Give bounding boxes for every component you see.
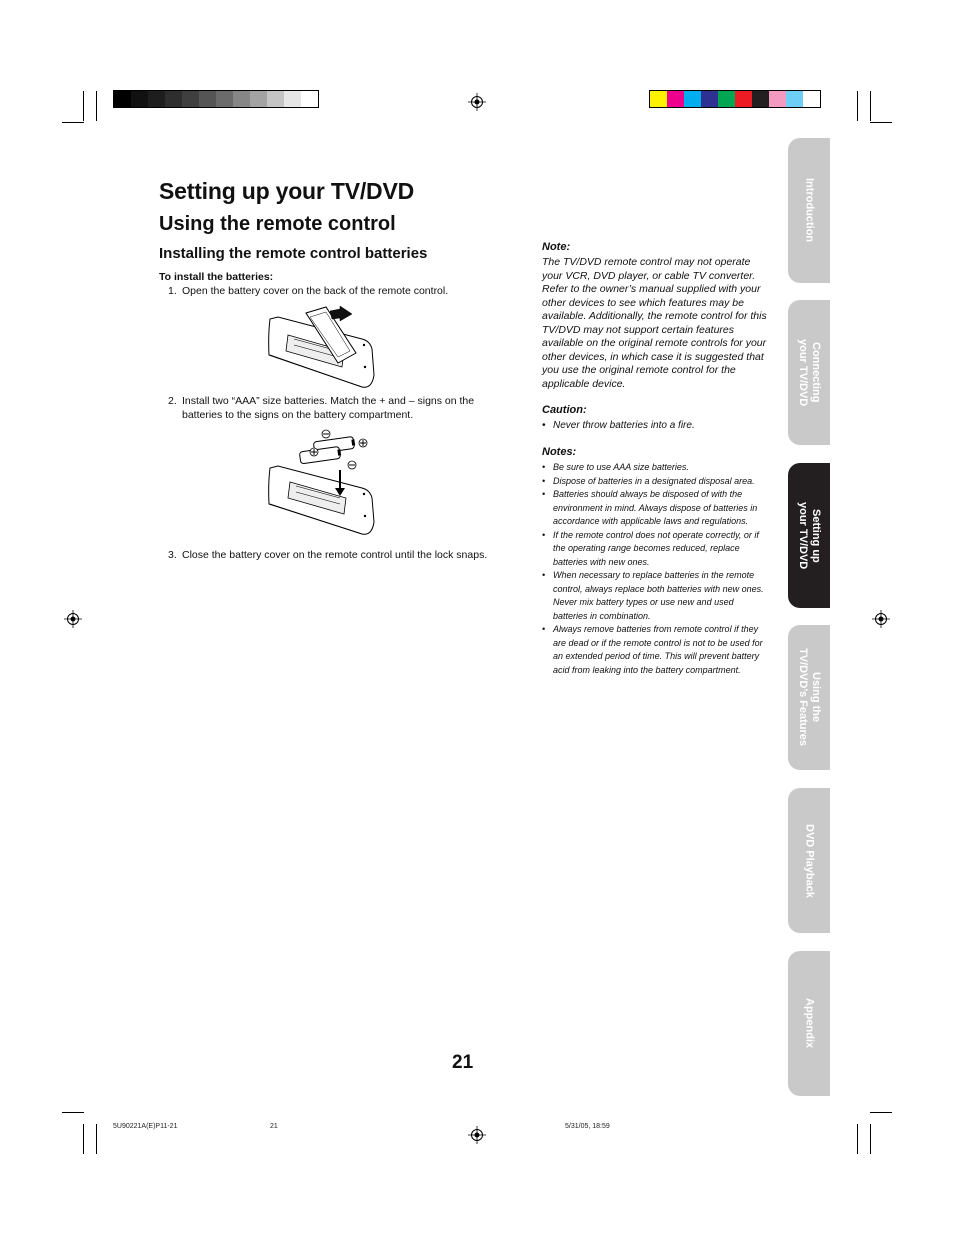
color-swatch xyxy=(701,91,718,107)
tab-label: Introduction xyxy=(803,178,816,243)
color-swatch xyxy=(131,91,148,107)
crop-mark xyxy=(870,1112,892,1113)
footer-timestamp: 5/31/05, 18:59 xyxy=(565,1123,610,1130)
color-swatch xyxy=(284,91,301,107)
tab-connecting[interactable] xyxy=(788,300,830,445)
registration-mark-icon xyxy=(872,610,890,628)
step-number: 2. xyxy=(168,395,177,407)
color-swatch xyxy=(718,91,735,107)
color-swatch xyxy=(199,91,216,107)
tab-setting-up[interactable] xyxy=(788,463,830,608)
color-swatch xyxy=(114,91,131,107)
registration-mark-icon xyxy=(64,610,82,628)
crop-mark xyxy=(62,1112,84,1113)
step-item xyxy=(168,549,513,563)
notes-item: • If the remote control does not operate correctly, or if the operating range becomes reduced, replace batteries with new ones. xyxy=(542,529,770,570)
color-swatch xyxy=(735,91,752,107)
color-swatch xyxy=(803,91,820,107)
note-block xyxy=(542,241,770,391)
note-text: The TV/DVD remote control may not operate your VCR, DVD player, or cable TV converter. Refer to the owner’s manual supplied with your other devices to see which features may be available. Additionally, the remote control for this TV/DVD may not support certain features available on the original remote controls for your other devices, in which case it is suggested that you use the original remote control for the applicable device. xyxy=(542,256,767,390)
notes-item: • Always remove batteries from remote control if they are dead or if the remote control is not to be used for an extended period of time. This will prevent battery acid from leaking into the battery compartment. xyxy=(542,623,770,677)
color-swatch xyxy=(667,91,684,107)
page-title: Setting up your TV/DVD xyxy=(159,178,414,204)
color-swatch xyxy=(216,91,233,107)
crop-mark xyxy=(62,122,84,123)
registration-mark-icon xyxy=(468,1126,486,1144)
notes-block xyxy=(542,446,770,677)
crop-mark xyxy=(857,91,858,121)
color-swatch xyxy=(786,91,803,107)
page-number: 21 xyxy=(452,1052,474,1073)
color-swatch xyxy=(267,91,284,107)
color-swatch xyxy=(250,91,267,107)
crop-mark xyxy=(870,122,892,123)
color-swatch xyxy=(650,91,667,107)
step-item xyxy=(168,285,513,299)
color-swatch xyxy=(301,91,318,107)
color-swatch xyxy=(148,91,165,107)
grayscale-calibration-bar xyxy=(113,90,319,108)
step-text: Close the battery cover on the remote control until the lock snaps. xyxy=(182,549,488,561)
crop-mark xyxy=(96,91,97,121)
step-text: Install two “AAA” size batteries. Match the + and – signs on the batteries to the signs on the battery compartment. xyxy=(182,395,475,421)
tab-label: Setting up your TV/DVD xyxy=(797,501,822,570)
color-calibration-bar xyxy=(649,90,821,108)
tab-appendix[interactable] xyxy=(788,951,830,1096)
notes-item: • Dispose of batteries in a designated disposal area. xyxy=(542,475,770,489)
color-swatch xyxy=(752,91,769,107)
crop-mark xyxy=(83,91,84,121)
tab-label: DVD Playback xyxy=(803,823,816,898)
step-item xyxy=(168,395,513,422)
crop-mark xyxy=(83,1124,84,1154)
notes-label: Notes: xyxy=(542,446,577,458)
remote-cover-open-illustration xyxy=(266,305,378,395)
footer-code: 5U90221A(E)P11-21 xyxy=(113,1123,178,1130)
tab-label: Appendix xyxy=(803,998,816,1049)
color-swatch xyxy=(769,91,786,107)
crop-mark xyxy=(870,91,871,121)
notes-item: • Be sure to use AAA size batteries. xyxy=(542,461,770,475)
battery-install-illustration xyxy=(266,428,378,540)
install-heading: To install the batteries: xyxy=(159,271,274,283)
color-swatch xyxy=(684,91,701,107)
tab-introduction[interactable] xyxy=(788,138,830,283)
notes-item: • Batteries should always be disposed of with the environment in mind. Always dispose of batteries in accordance with applicable laws and regulations. xyxy=(542,488,770,529)
note-label: Note: xyxy=(542,241,571,253)
color-swatch xyxy=(233,91,250,107)
subsection-title: Installing the remote control batteries xyxy=(159,245,428,262)
registration-mark-icon xyxy=(468,93,486,111)
tab-label: Connecting your TV/DVD xyxy=(797,338,822,407)
footer-page: 21 xyxy=(270,1123,278,1130)
caution-block xyxy=(542,404,770,433)
section-title: Using the remote control xyxy=(159,213,396,235)
color-swatch xyxy=(165,91,182,107)
color-swatch xyxy=(182,91,199,107)
crop-mark xyxy=(857,1124,858,1154)
crop-mark xyxy=(870,1124,871,1154)
tab-features[interactable] xyxy=(788,625,830,770)
step-number: 1. xyxy=(168,285,177,297)
caution-label: Caution: xyxy=(542,404,587,416)
notes-item: • When necessary to replace batteries in the remote control, always replace both batteries with new ones. Never mix battery types or use new and used batteries in combination. xyxy=(542,569,770,623)
caution-item: • Never throw batteries into a fire. xyxy=(542,419,770,433)
tab-label: Using the TV/DVD’s Features xyxy=(797,648,822,747)
crop-mark xyxy=(96,1124,97,1154)
tab-dvd-playback[interactable] xyxy=(788,788,830,933)
step-number: 3. xyxy=(168,549,177,561)
step-text: Open the battery cover on the back of the remote control. xyxy=(182,285,449,297)
